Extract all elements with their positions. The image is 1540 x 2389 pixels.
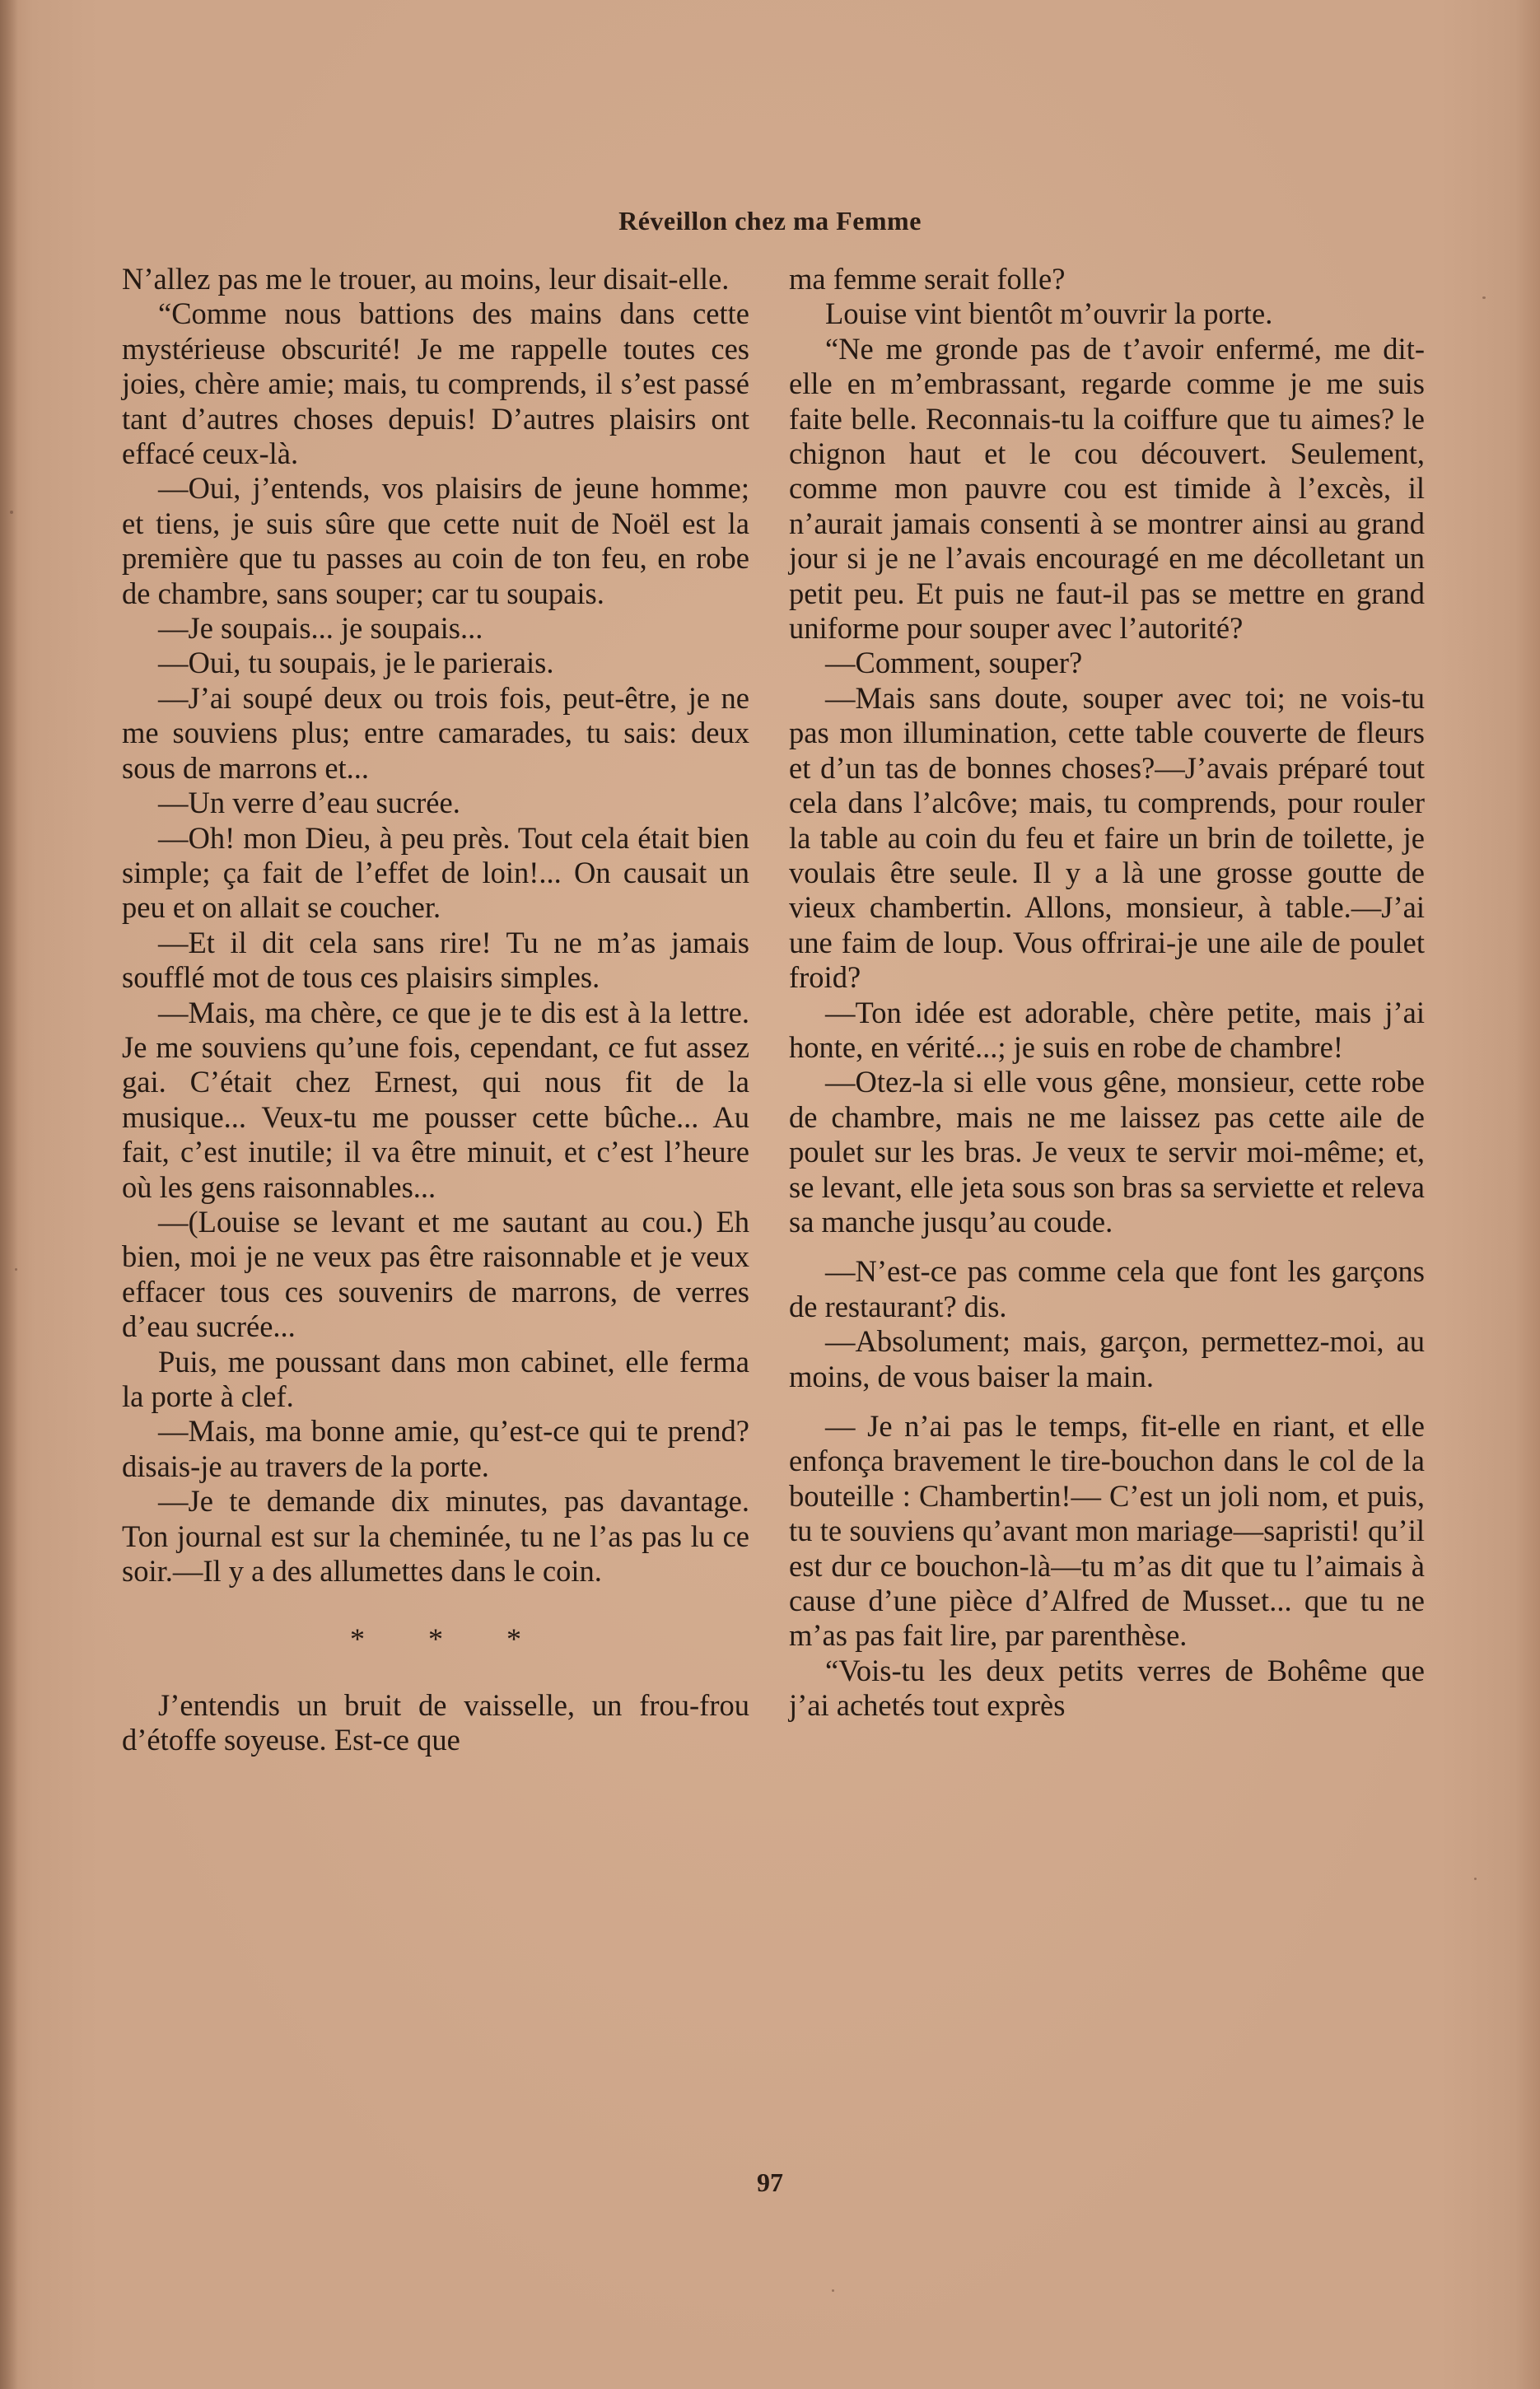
paper-speck bbox=[1474, 1878, 1477, 1880]
paragraph: “Ne me gronde pas de t’avoir enfermé, me dit-elle en m’embrassant, regarde comme je me suis faite belle. Reconnais-tu la coiffure que tu aimes? le chignon haut et le cou découvert. Seulement, comme mon pauvre cou est timide à l’excès, il n’aurait jamais consenti à se montrer ainsi au grand jour si je ne l’avais encouragé en me décolletant un petit peu. Et puis ne faut-il pas se mettre en grand uniforme pour souper avec l’autorité? bbox=[789, 331, 1425, 646]
paragraph: —Je te demande dix minutes, pas davantage. Ton journal est sur la cheminée, tu ne l’as pas lu ce soir.—Il y a des allumettes dans le coin. bbox=[122, 1484, 749, 1589]
paragraph: “Vois-tu les deux petits verres de Bohême que j’ai achetés tout exprès bbox=[789, 1653, 1425, 1723]
paragraph: —Absolument; mais, garçon, permettez-moi, au moins, de vous baiser la main. bbox=[789, 1324, 1425, 1393]
paragraph: —Oui, j’entends, vos plaisirs de jeune homme; et tiens, je suis sûre que cette nuit de Noël est la première que tu passes au coin de ton feu, en robe de chambre, sans souper; car tu soupais. bbox=[122, 471, 749, 610]
paragraph: —Un verre d’eau sucrée. bbox=[158, 786, 460, 820]
page-edge-shadow bbox=[0, 0, 18, 2389]
page-number: 97 bbox=[757, 2167, 783, 2197]
paper-speck bbox=[1482, 296, 1486, 299]
paragraph: —Mais, ma bonne amie, qu’est-ce qui te prend? disais-je au travers de la porte. bbox=[122, 1414, 749, 1483]
paragraph: —Ton idée est adorable, chère petite, mais j’ai honte, en vérité...; je suis en robe de chambre! bbox=[789, 995, 1425, 1064]
paragraph: ma femme serait folle? bbox=[789, 262, 1066, 296]
paper-speck bbox=[832, 2289, 834, 2292]
paragraph: —(Louise se levant et me sautant au cou.) Eh bien, moi je ne veux pas être raisonnable et je veux effacer tous ces souvenirs de marrons, de verres d’eau sucrée... bbox=[122, 1204, 749, 1344]
paragraph: J’entendis un bruit de vaisselle, un frou-frou d’étoffe soyeuse. Est-ce que bbox=[122, 1687, 749, 1757]
paragraph: Louise vint bientôt m’ouvrir la porte. bbox=[825, 296, 1273, 331]
section-break: * * * bbox=[350, 1622, 549, 1656]
paragraph: “Comme nous battions des mains dans cette mystérieuse obscurité! Je me rappelle toutes ces joies, chère amie; mais, tu comprends, il s’est passé tant d’autres choses depuis! D’autres plaisirs ont effacé ceux-là. bbox=[122, 296, 749, 471]
paragraph: —Otez-la si elle vous gêne, monsieur, cette robe de chambre, mais ne me laissez pas cette aile de poulet sur les bras. Je veux te servir moi-même; et, se levant, elle jeta sous son bras sa serviette et releva sa manche jusqu’au coude. bbox=[789, 1065, 1425, 1239]
paragraph: —Comment, souper? bbox=[825, 646, 1083, 680]
paragraph: —Oh! mon Dieu, à peu près. Tout cela était bien simple; ça fait de l’effet de loin!... On causait un peu et on allait se coucher. bbox=[122, 820, 749, 925]
paragraph: —Oui, tu soupais, je le parierais. bbox=[158, 646, 554, 680]
paragraph: —N’est-ce pas comme cela que font les garçons de restaurant? dis. bbox=[789, 1254, 1425, 1323]
paragraph: Puis, me poussant dans mon cabinet, elle ferma la porte à clef. bbox=[122, 1344, 749, 1413]
paper-speck bbox=[10, 511, 13, 514]
right-column bbox=[789, 262, 1425, 1724]
paragraph: —Je soupais... je soupais... bbox=[158, 611, 483, 646]
paragraph: —Mais, ma chère, ce que je te dis est à la lettre. Je me souviens qu’une fois, cependant, ce fut assez gai. C’était chez Ernest, qui nous fit de la musique... Veux-tu me pousser cette bûche... Au fait, c’est inutile; il va être minuit, et c’est l’heure où les gens raisonnables... bbox=[122, 995, 749, 1204]
paragraph: N’allez pas me le trouer, au moins, leur disait-elle. bbox=[122, 262, 730, 296]
paragraph: —J’ai soupé deux ou trois fois, peut-être, je ne me souviens plus; entre camarades, tu sais: deux sous de marrons et... bbox=[122, 680, 749, 785]
left-column bbox=[122, 262, 749, 1758]
paragraph: —Et il dit cela sans rire! Tu ne m’as jamais soufflé mot de tous ces plaisirs simples. bbox=[122, 925, 749, 995]
paragraph: — Je n’ai pas le temps, fit-elle en riant, et elle enfonça bravement le tire-bouchon dans le col de la bouteille : Chambertin!— C’est un joli nom, et puis, tu te souviens qu’avant mon mariage—sapristi! qu’il est dur ce bouchon-là—tu m’as dit que tu l’aimais à cause d’une pièce d’Alfred de Musset... que tu ne m’as pas fait lire, par parenthèse. bbox=[789, 1409, 1425, 1653]
running-header: Réveillon chez ma Femme bbox=[618, 206, 922, 236]
paragraph: —Mais sans doute, souper avec toi; ne vois-tu pas mon illumination, cette table couverte de fleurs et d’un tas de bonnes choses?—J’avais préparé tout cela dans l’alcôve; mais, tu comprends, pour rouler la table au coin du feu et faire un brin de toilette, je voulais être seule. Il y a là une grosse goutte de vieux chambertin. Allons, monsieur, à table.—J’ai une faim de loup. Vous offrirai-je une aile de poulet froid? bbox=[789, 680, 1425, 995]
paper-speck bbox=[15, 1268, 17, 1271]
